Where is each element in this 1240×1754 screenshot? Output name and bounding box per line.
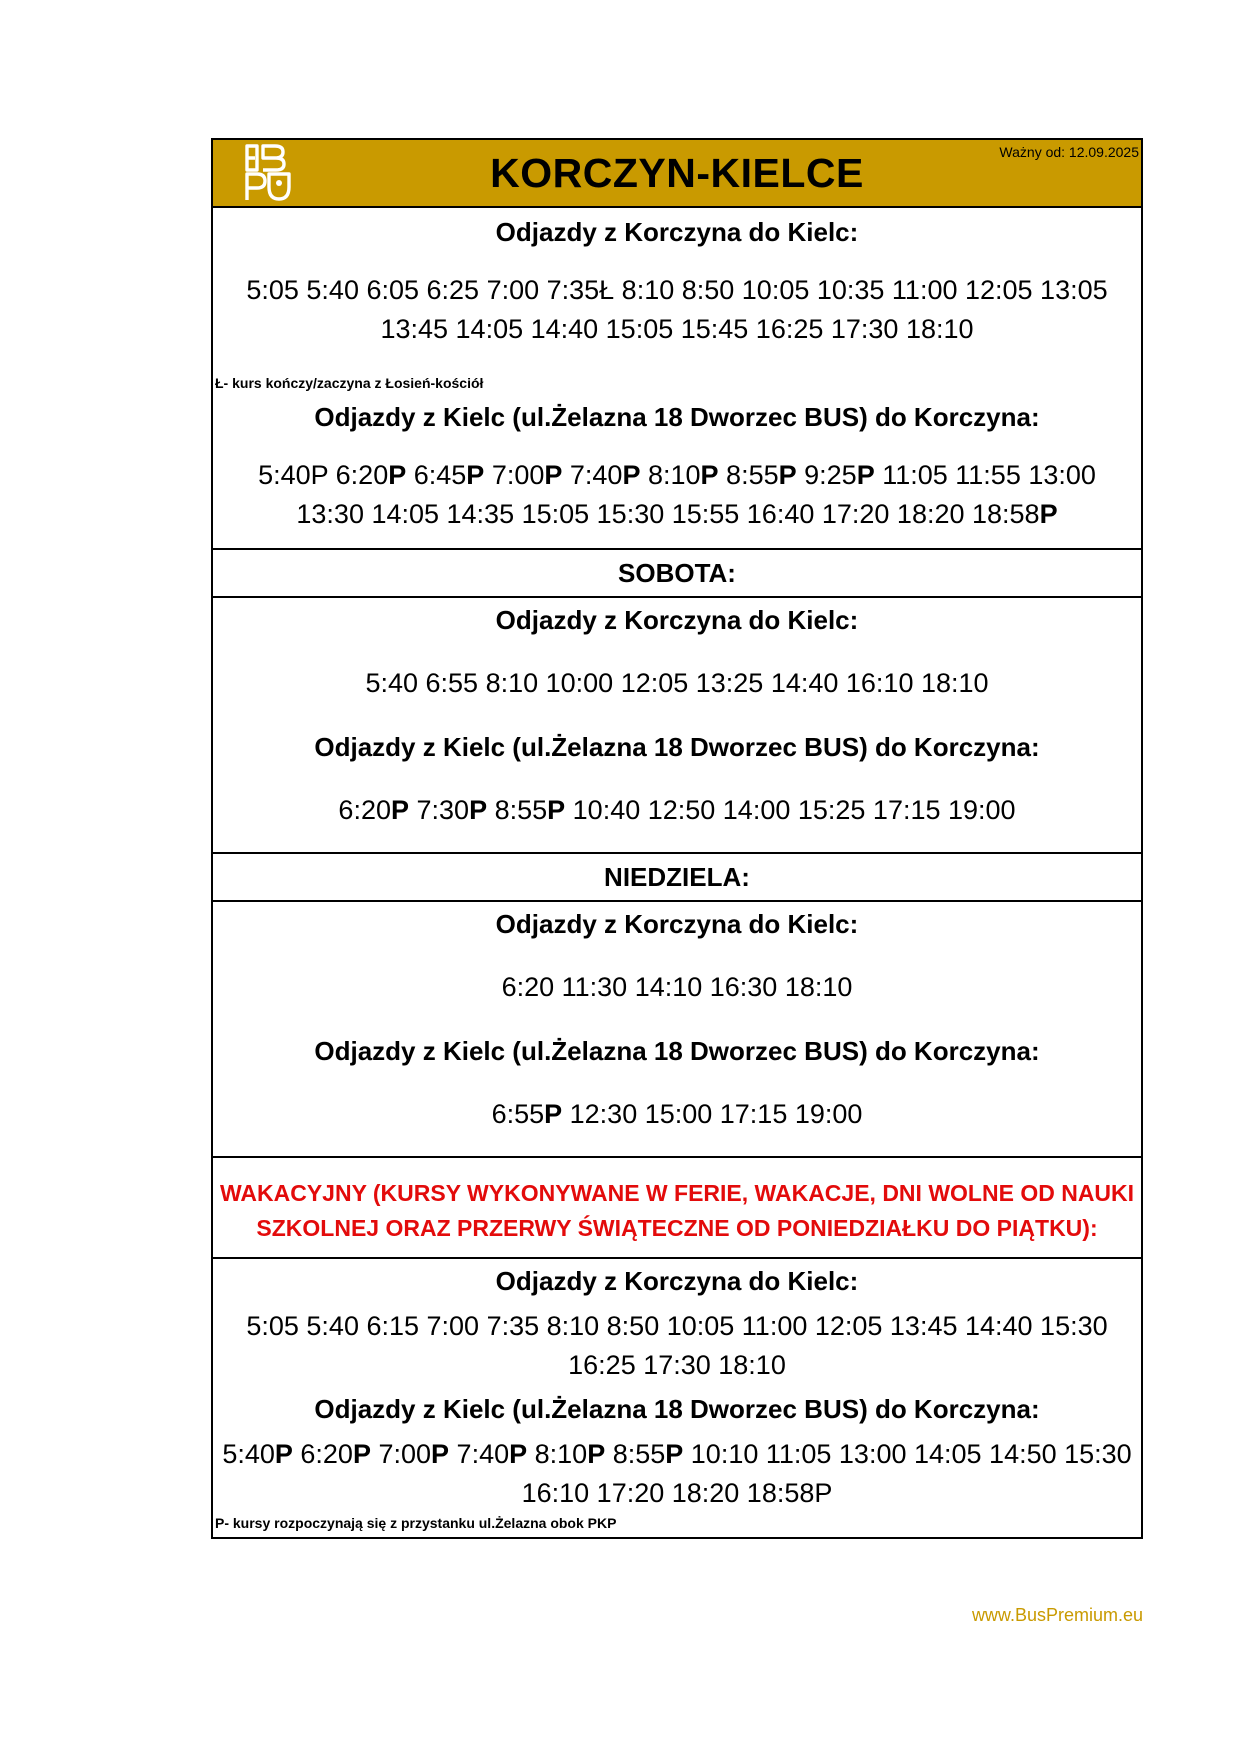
p-marker: P [509, 1439, 528, 1469]
timetable-sheet [211, 138, 1143, 1539]
holiday-label-line2: SZKOLNEJ ORAZ PRZERWY ŚWIĄTECZNE OD PONIEDZIAŁKU DO PIĄTKU): [256, 1215, 1098, 1241]
p-marker: P [856, 460, 875, 490]
holiday-section [213, 1259, 1141, 1537]
weekday-outbound-line2: 13:45 14:05 14:40 15:05 15:45 16:25 17:30 18:10 [380, 314, 974, 344]
weekday-return-line1: 5:40P 6:20P 6:45P 7:00P 7:40P 8:10P 8:55P 9:25P 11:05 11:55 13:00 [258, 460, 1096, 490]
holiday-outbound-times [213, 1307, 1141, 1385]
saturday-return-times: 6:20P 7:30P 8:55P 10:40 12:50 14:00 15:25 17:15 19:00 [338, 795, 1016, 825]
p-marker: P [622, 460, 641, 490]
weekday-return-times [213, 456, 1141, 548]
holiday-return-heading: Odjazdy z Kielc (ul.Żelazna 18 Dworzec BUS) do Korczyna: [314, 1394, 1040, 1424]
weekday-return-line2: 13:30 14:05 14:35 15:05 15:30 15:55 16:40 17:20 18:20 18:58P [296, 499, 1058, 529]
holiday-outbound-heading: Odjazdy z Korczyna do Kielc: [495, 1266, 859, 1296]
sunday-return-times: 6:55P 12:30 15:00 17:15 19:00 [491, 1099, 863, 1129]
p-marker: P [1039, 499, 1058, 529]
website-link[interactable]: www.BusPremium.eu [971, 1605, 1143, 1625]
timetable-header [213, 140, 1141, 208]
p-marker: P [587, 1439, 606, 1469]
holiday-return-line1: 5:40P 6:20P 7:00P 7:40P 8:10P 8:55P 10:10 11:05 13:00 14:05 14:50 15:30 [222, 1439, 1132, 1469]
sunday-outbound-heading: Odjazdy z Korczyna do Kielc: [495, 909, 859, 939]
saturday-section [213, 598, 1141, 854]
note-losien: Ł- kurs kończy/zaczyna z Łosień-kościół [215, 375, 484, 391]
p-marker: P [466, 460, 485, 490]
saturday-return-heading: Odjazdy z Kielc (ul.Żelazna 18 Dworzec BUS) do Korczyna: [314, 732, 1040, 762]
sunday-section [213, 902, 1141, 1158]
weekday-outbound-times [213, 271, 1141, 349]
weekday-section [213, 208, 1141, 550]
p-marker: P [665, 1439, 684, 1469]
saturday-label: SOBOTA: [213, 550, 1141, 598]
sunday-label: NIEDZIELA: [213, 854, 1141, 902]
p-marker: P [274, 1439, 293, 1469]
holiday-return-line2: 16:10 17:20 18:20 18:58P [521, 1478, 833, 1508]
holiday-label [213, 1158, 1141, 1259]
holiday-outbound-line1: 5:05 5:40 6:15 7:00 7:35 8:10 8:50 10:05 11:00 12:05 13:45 14:40 15:30 [246, 1311, 1108, 1341]
holiday-label-line1: WAKACYJNY (KURSY WYKONYWANE W FERIE, WAKACJE, DNI WOLNE OD NAUKI [219, 1180, 1135, 1206]
saturday-outbound-heading: Odjazdy z Korczyna do Kielc: [495, 605, 859, 635]
holiday-return-times [213, 1435, 1141, 1513]
p-marker: P [547, 795, 566, 825]
page-title: KORCZYN-KIELCE [490, 150, 864, 196]
sunday-return-heading: Odjazdy z Kielc (ul.Żelazna 18 Dworzec BUS) do Korczyna: [314, 1036, 1040, 1066]
p-marker: P [352, 1439, 371, 1469]
p-marker: P [431, 1439, 450, 1469]
holiday-outbound-line2: 16:25 17:30 18:10 [568, 1350, 786, 1380]
weekday-return-heading: Odjazdy z Kielc (ul.Żelazna 18 Dworzec BUS) do Korczyna: [314, 402, 1040, 432]
p-marker: P [778, 460, 797, 490]
sunday-outbound-times: 6:20 11:30 14:10 16:30 18:10 [501, 972, 853, 1002]
note-zelazna-pkp: P- kursy rozpoczynają się z przystanku ul.Żelazna obok PKP [215, 1515, 617, 1531]
saturday-outbound-times: 5:40 6:55 8:10 10:00 12:05 13:25 14:40 16:10 18:10 [365, 668, 989, 698]
weekday-outbound-line1: 5:05 5:40 6:05 6:25 7:00 7:35Ł 8:10 8:50 10:05 10:35 11:00 12:05 13:05 [246, 275, 1108, 305]
p-marker: P [700, 460, 719, 490]
p-marker: P [544, 1099, 563, 1129]
valid-from-date: Ważny od: 12.09.2025 [999, 144, 1139, 160]
p-marker: P [469, 795, 488, 825]
p-marker: P [544, 460, 563, 490]
p-marker: P [390, 795, 409, 825]
weekday-outbound-heading: Odjazdy z Korczyna do Kielc: [495, 217, 859, 247]
p-marker: P [388, 460, 407, 490]
